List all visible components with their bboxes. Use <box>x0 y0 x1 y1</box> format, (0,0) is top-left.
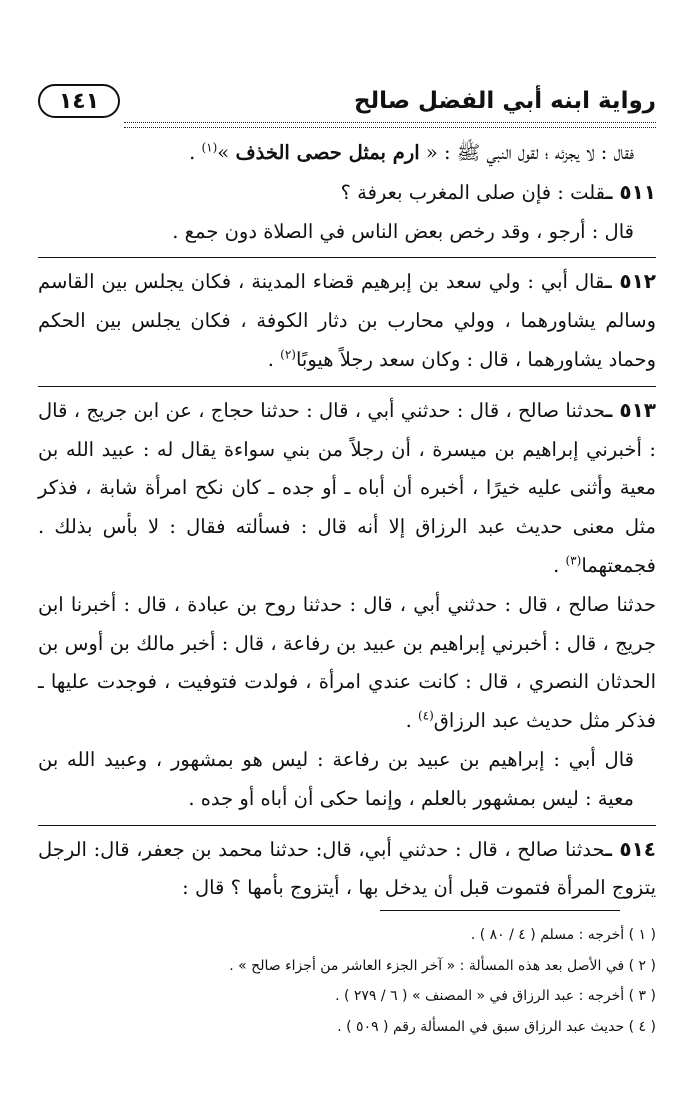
p5-text: حدثنا صالح ، قال : حدثني أبي ، قال : حدثنا حجاج ، عن ابن جريج ، قال : أخبرني إبراهيم بن ميسرة ، أن رجلاً من بني سواءة يقال له : عبيد الله بن معية وأثنى عليه خيرًا ، أخبره أن أباه ـ أو جده ـ كان نكح امرأة شابة ، فذكر مثل معنى حديث عبد الرزاق إلا أنه قال : فسألته فقال : لا بأس بذلك . فجمعتهما <box>38 398 656 577</box>
footnote-ref-4: (٤) <box>417 708 434 723</box>
page-number: ١٤١ <box>38 84 120 118</box>
footnote-ref-1: (١) <box>201 140 218 155</box>
question-number: ٥١٢ ـ <box>604 269 656 294</box>
paragraph-1 <box>38 134 656 173</box>
p6-text: حدثنا صالح ، قال : حدثني أبي ، قال : حدثنا روح بن عبادة ، قال : أخبرنا ابن جريج ، قال : أخبرني إبراهيم بن عبيد بن رفاعة ، قال : أخبر مالك بن أوس بن الحدثان النصري ، قال : كانت عندي امرأة ، فولدت فتوفيت ، فوجدت عليها ـ فذكر مثل حديث عبد الرزاق <box>38 592 656 733</box>
section-divider <box>38 257 656 258</box>
p8-text: حدثنا صالح ، قال : حدثني أبي، قال: حدثنا محمد بن جعفر، قال: الرجل يتزوج المرأة فتموت قبل أن يدخل بها ، أيتزوج بأمها ؟ قال : <box>38 837 656 900</box>
p1-quote: ارم بمثل حصى الخذف <box>235 141 420 164</box>
paragraph-513 <box>38 391 656 586</box>
p2-text: قلت : فإن صلى المغرب بعرفة ؟ <box>340 180 606 204</box>
paragraph-514 <box>38 830 656 909</box>
footnotes <box>38 920 656 1042</box>
p1-post: » <box>217 141 236 164</box>
p7-text: قال أبي : إبراهيم بن عبيد بن رفاعة : ليس هو بمشهور ، وعبيد الله بن معية : ليس بمشهور بالعلم ، وإنما حكى أن أباه أو جده . <box>38 747 634 810</box>
header-rule <box>124 122 656 128</box>
p5-tail: . <box>553 553 566 577</box>
question-number: ٥١٣ ـ <box>605 397 656 422</box>
paragraph-511 <box>38 173 656 213</box>
footnote-1: ( ١ ) أخرجه : مسلم ( ٤ / ٨٠ ) . <box>470 927 656 943</box>
footnote-ref-2: (٢) <box>280 347 296 362</box>
footnote-ref-3: (٣) <box>565 553 582 568</box>
p4-text: قال أبي : ولي سعد بن إبرهيم قضاء المدينة ، فكان يجلس بين القاسم وسالم يشاورهما ، وولي محارب بن دثار الكوفة ، فكان يجلس بين الحكم وحماد يشاورهما ، قال : وكان سعد رجلاً هيوبًا <box>38 270 656 371</box>
footnote-3: ( ٣ ) أخرجه : عبد الرزاق في « المصنف » ( ٦ / ٢٧٩ ) . <box>335 988 656 1004</box>
p3-text: قال : أرجو ، وقد رخص بعض الناس في الصلاة دون جمع . <box>172 219 634 243</box>
paragraph-511-answer <box>38 213 656 252</box>
running-title: رواية ابنه أبي الفضل صالح <box>353 88 656 114</box>
p6-tail: . <box>405 709 418 733</box>
p1-tail: . <box>189 141 202 164</box>
section-divider <box>38 386 656 387</box>
question-number: ٥١٤ ـ <box>605 836 656 861</box>
footnote-rule <box>380 910 620 911</box>
question-number: ٥١١ ـ <box>605 179 656 204</box>
paragraph-513-second-chain <box>38 586 656 741</box>
paragraph-512 <box>38 262 656 379</box>
p1-pre: فقال : لا يجزئه ؛ لقول النبي ﷺ : « <box>419 141 634 164</box>
section-divider <box>38 825 656 826</box>
footnote-2: ( ٢ ) في الأصل بعد هذه المسألة : « آخر الجزء العاشر من أجزاء صالح » . <box>229 957 656 974</box>
paragraph-513-comment <box>38 741 656 819</box>
page-header <box>38 84 656 128</box>
page-body <box>38 134 656 908</box>
p4-tail: . <box>267 347 281 371</box>
footnote-4: ( ٤ ) حديث عبد الرزاق سبق في المسألة رقم ( ٥٠٩ ) . <box>337 1018 656 1035</box>
